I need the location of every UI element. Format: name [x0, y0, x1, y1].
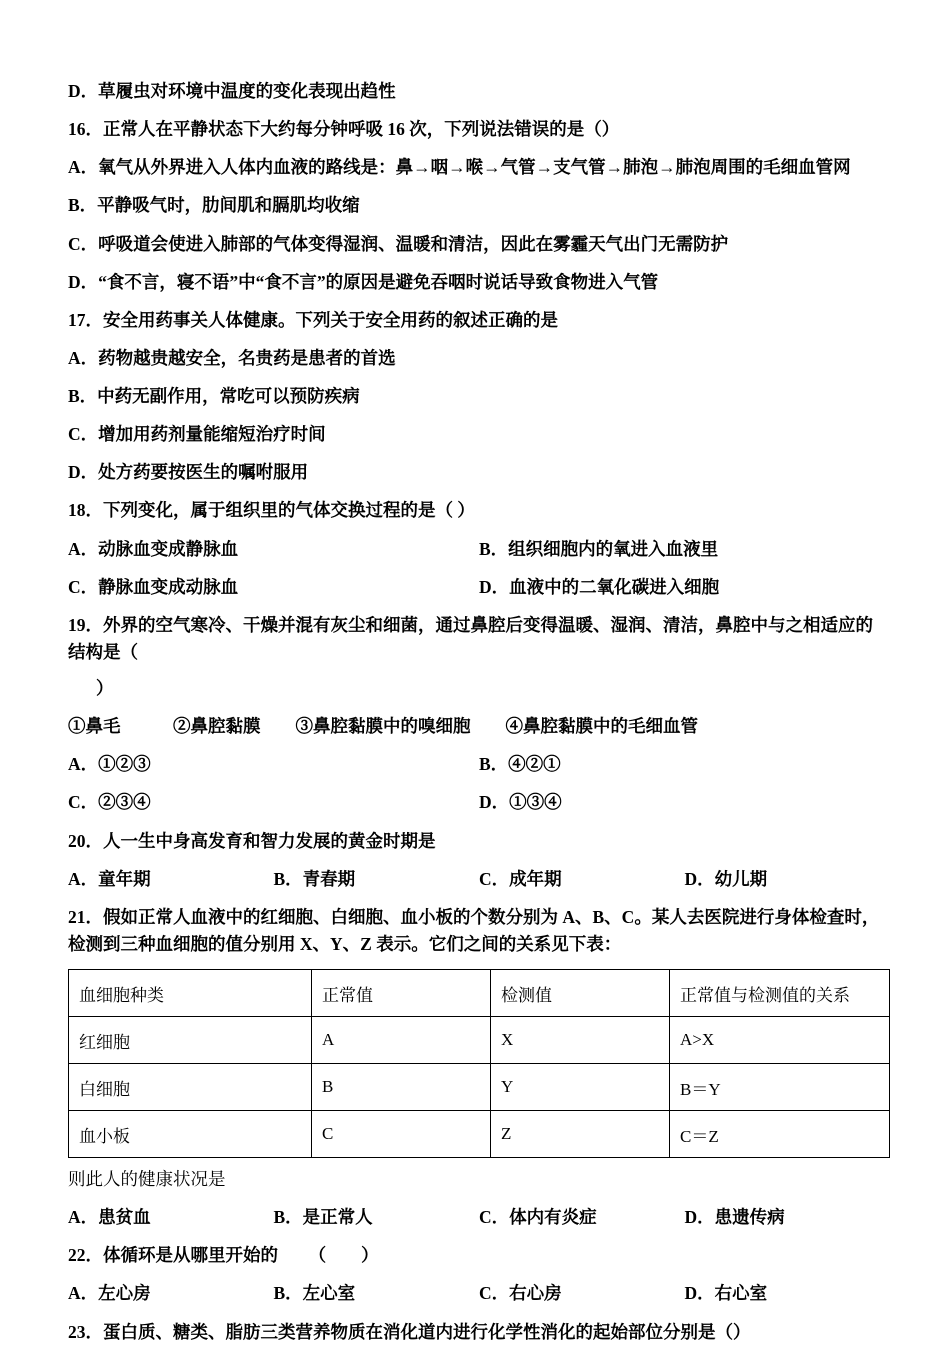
q19-option-a: A．①②③ [68, 754, 151, 775]
question-16: 16．正常人在平静状态下大约每分钟呼吸 16 次，下列说法错误的是（） [68, 119, 620, 140]
q20-option-a: A．童年期 [68, 868, 151, 889]
q17-option-d: D．处方药要按医生的嘱咐服用 [68, 462, 309, 483]
table-cell-normal: C [312, 1111, 491, 1158]
document-content [68, 78, 890, 1357]
q18-option-b: B．组织细胞内的氧进入血液里 [479, 538, 719, 559]
blood-cell-table [68, 969, 890, 1158]
q22-option-d: D．右心室 [684, 1283, 768, 1304]
q20-option-c: C．成年期 [479, 868, 562, 889]
table-row [69, 1111, 890, 1158]
q18-option-a: A．动脉血变成静脉血 [68, 538, 239, 559]
q16-option-a: A．氧气从外界进入人体内血液的路线是：鼻→咽→喉→气管→支气管→肺泡→肺泡周围的毛细血管网 [68, 157, 851, 178]
q21-option-b: B．是正常人 [273, 1207, 373, 1228]
q22-option-c: C．右心房 [479, 1283, 562, 1304]
q22-option-a: A．左心房 [68, 1283, 151, 1304]
q21-option-d: D．患遗传病 [684, 1207, 785, 1228]
table-cell-normal: A [312, 1017, 491, 1064]
table-cell-relation: B＝Y [670, 1064, 890, 1111]
q18-option-d: D．血液中的二氧化碳进入细胞 [479, 576, 720, 597]
table-row [69, 1017, 890, 1064]
table-header-cell-type: 血细胞种类 [69, 970, 312, 1017]
q20-options [68, 866, 890, 893]
table-cell-relation: A>X [670, 1017, 890, 1064]
q18-options-ab [68, 536, 890, 563]
q19-option-d: D．①③④ [479, 792, 562, 813]
question-22: 22．体循环是从哪里开始的 （ ） [68, 1245, 379, 1266]
q15-option-d: D．草履虫对环境中温度的变化表现出趋性 [68, 81, 396, 101]
q19-items: ①鼻毛 ②鼻腔黏膜 ③鼻腔黏膜中的嗅细胞 ④鼻腔黏膜中的毛细血管 [68, 716, 698, 737]
table-cell-type: 血小板 [69, 1111, 312, 1158]
table-cell-normal: B [312, 1064, 491, 1111]
q21-option-a: A．患贫血 [68, 1207, 151, 1228]
q22-option-b: B．左心室 [273, 1283, 356, 1304]
q17-option-b: B．中药无副作用，常吃可以预防疾病 [68, 386, 360, 406]
q17-option-c: C．增加用药剂量能缩短治疗时间 [68, 424, 326, 445]
q19-options-ab [68, 751, 890, 778]
q20-option-b: B．青春期 [273, 868, 356, 889]
table-header-row [69, 970, 890, 1017]
q21-options [68, 1204, 890, 1231]
table-header-cell-normal: 正常值 [312, 970, 491, 1017]
table-row [69, 1064, 890, 1111]
question-17: 17．安全用药事关人体健康。下列关于安全用药的叙述正确的是 [68, 309, 558, 330]
question-19-cont: ） [96, 678, 114, 698]
q19-option-b: B．④②① [479, 754, 561, 775]
q16-option-d: D．“食不言，寝不语”中“食不言”的原因是避免吞咽时说话导致食物进入气管 [68, 271, 659, 292]
table-cell-measured: Z [491, 1111, 670, 1158]
question-20: 20．人一生中身高发育和智力发展的黄金时期是 [68, 830, 436, 851]
table-cell-type: 白细胞 [69, 1064, 312, 1111]
q19-options-cd [68, 789, 890, 816]
q22-options [68, 1280, 890, 1307]
table-cell-type: 红细胞 [69, 1017, 312, 1064]
question-18: 18．下列变化，属于组织里的气体交换过程的是（ ） [68, 500, 475, 521]
q19-option-c: C．②③④ [68, 792, 151, 813]
q16-option-c: C．呼吸道会使进入肺部的气体变得湿润、温暖和清洁，因此在雾霾天气出门无需防护 [68, 233, 729, 254]
q18-options-cd [68, 574, 890, 601]
table-cell-measured: X [491, 1017, 670, 1064]
q21-option-c: C．体内有炎症 [479, 1207, 597, 1228]
q16-option-b: B．平静吸气时，肋间肌和膈肌均收缩 [68, 195, 360, 216]
table-cell-measured: Y [491, 1064, 670, 1111]
q17-option-a: A．药物越贵越安全，名贵药是患者的首选 [68, 347, 396, 368]
table-cell-relation: C＝Z [670, 1111, 890, 1158]
question-21: 21．假如正常人血液中的红细胞、白细胞、血小板的个数分别为 A、B、C。某人去医院进行身体检查时，检测到三种血细胞的值分别用 X、Y、Z 表示。它们之间的关系见下表： [68, 906, 880, 954]
q21-prompt: 则此人的健康状况是 [68, 1169, 226, 1189]
table-header-cell-relation: 正常值与检测值的关系 [670, 970, 890, 1017]
q18-option-c: C．静脉血变成动脉血 [68, 576, 239, 597]
q20-option-d: D．幼儿期 [684, 868, 768, 889]
question-23: 23．蛋白质、糖类、脂肪三类营养物质在消化道内进行化学性消化的起始部位分别是（） [68, 1321, 751, 1342]
table-header-cell-measured: 检测值 [491, 970, 670, 1017]
question-19: 19．外界的空气寒冷、干燥并混有灰尘和细菌，通过鼻腔后变得温暖、湿润、清洁，鼻腔中与之相适应的结构是（ [68, 614, 873, 662]
